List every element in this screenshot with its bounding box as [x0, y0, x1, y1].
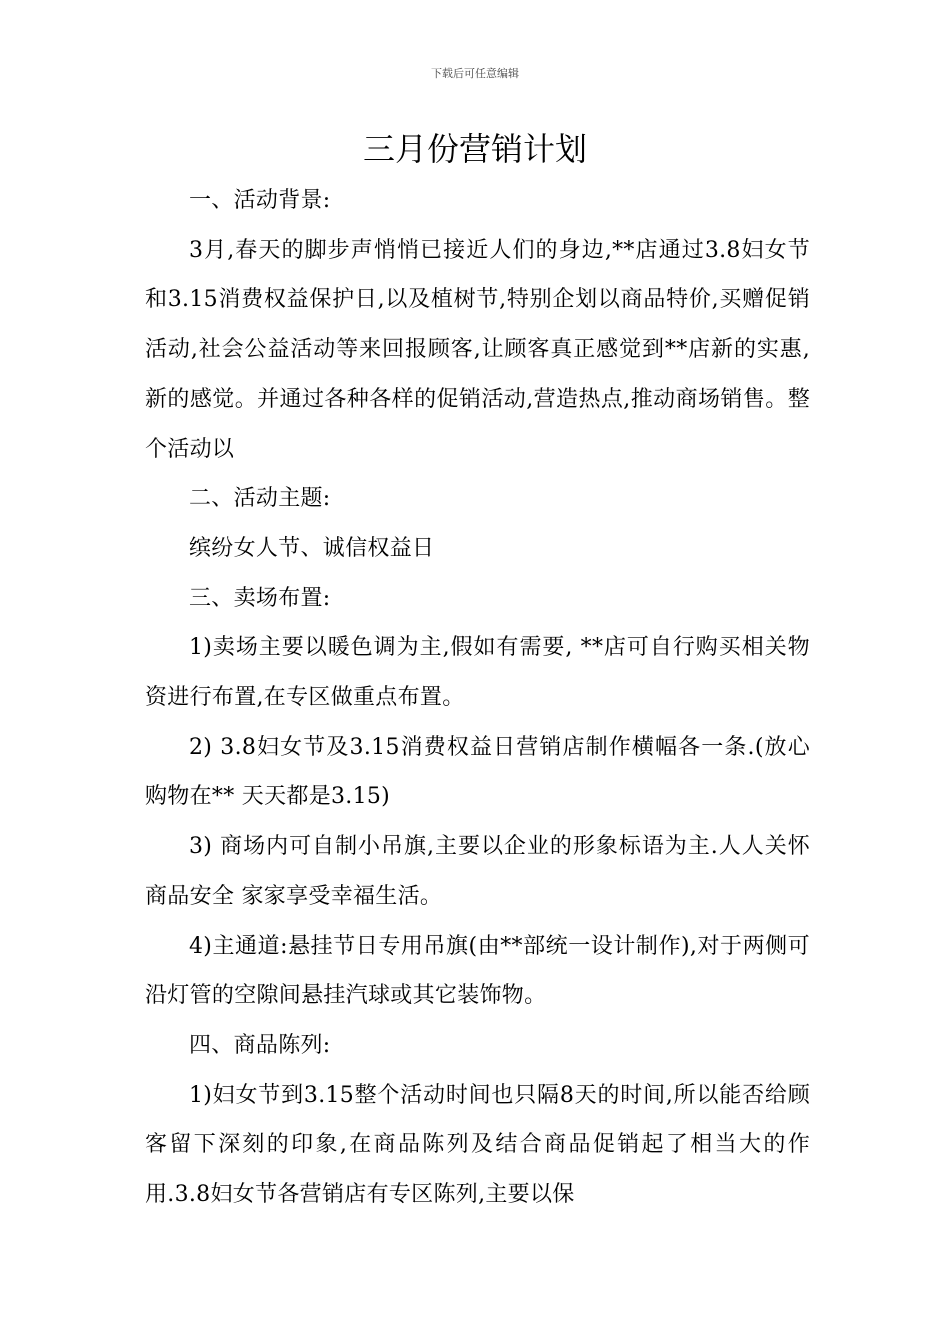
paragraph-display-1: 1)妇女节到3.15整个活动时间也只隔8天的时间,所以能否给顾客留下深刻的印象,在商品陈列及结合商品促销起了相当大的作用.3.8妇女节各营销店有专区陈列,主要以保	[145, 1082, 810, 1208]
header-note: 下载后可任意编辑	[431, 67, 519, 80]
paragraph-layout-3: 3) 商场内可自制小吊旗,主要以企业的形象标语为主.人人关怀商品安全 家家享受幸福生活。	[145, 834, 810, 909]
section-heading-layout: 三、卖场布置:	[189, 585, 331, 611]
paragraph-layout-4: 4)主通道:悬挂节日专用吊旗(由**部统一设计制作),对于两侧可沿灯管的空隙间悬挂汽球或其它装饰物。	[145, 933, 810, 1009]
paragraph-theme: 缤纷女人节、诚信权益日	[189, 535, 435, 561]
paragraph-layout-2: 2) 3.8妇女节及3.15消费权益日营销店制作横幅各一条.(放心购物在** 天天都是3.15)	[145, 734, 810, 810]
paragraph-layout-1: 1)卖场主要以暖色调为主,假如有需要, **店可自行购买相关物资进行布置,在专区做重点布置。	[145, 635, 810, 711]
section-heading-background: 一、活动背景:	[189, 188, 331, 213]
section-heading-display: 四、商品陈列:	[189, 1032, 331, 1058]
document-body	[145, 176, 810, 1220]
document-title: 三月份营销计划	[362, 130, 587, 168]
section-heading-theme: 二、活动主题:	[189, 486, 331, 512]
paragraph-background: 3月,春天的脚步声悄悄已接近人们的身边,**店通过3.8妇女节和3.15消费权益保护日,以及植树节,特别企划以商品特价,买赠促销活动,社会公益活动等来回报顾客,让顾客真正感觉到**店新的实惠,新的感觉。并通过各种各样的促销活动,营造热点,推动商场销售。整个活动以	[145, 237, 810, 462]
